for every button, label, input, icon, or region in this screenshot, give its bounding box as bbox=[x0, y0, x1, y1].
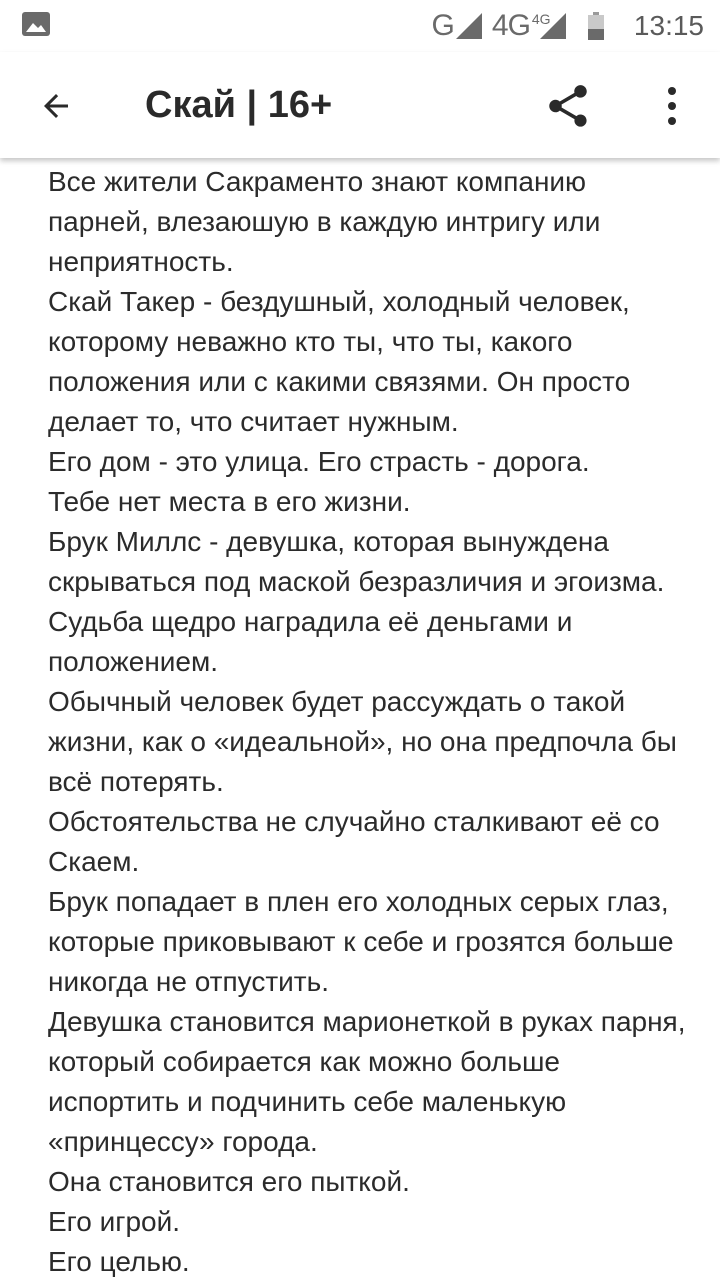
app-bar bbox=[0, 52, 720, 158]
network-4g-label: 4G bbox=[491, 9, 530, 42]
battery-icon bbox=[588, 12, 604, 40]
paragraph: Девушка становится марионеткой в руках парня, который собирается как можно больше испортить и подчинить себе маленькую «принцессу» города. bbox=[48, 1006, 686, 1157]
paragraph: Брук попадает в плен его холодных серых глаз, которые приковывают к себе и грозятся больше никогда не отпустить. bbox=[48, 886, 674, 997]
share-button[interactable] bbox=[538, 76, 598, 136]
description-text bbox=[48, 162, 688, 1280]
paragraph: Его игрой. bbox=[48, 1206, 181, 1237]
more-options-button[interactable] bbox=[650, 76, 694, 136]
page-title: Скай | 16+ bbox=[145, 84, 333, 126]
paragraph: Его дом - это улица. Его страсть - дорога. bbox=[48, 446, 590, 477]
clock: 13:15 bbox=[633, 10, 704, 41]
network-4g bbox=[491, 9, 551, 43]
paragraph: Тебе нет места в его жизни. bbox=[48, 486, 411, 517]
back-arrow-icon bbox=[38, 88, 74, 124]
paragraph: Его целью. bbox=[48, 1246, 190, 1277]
image-icon bbox=[22, 12, 50, 36]
paragraph: Все жители Сакраменто знают компанию парней, влезаюшую в каждую интригу или неприятность. bbox=[48, 166, 601, 277]
share-icon bbox=[543, 81, 593, 131]
signal-icon bbox=[456, 13, 482, 39]
network-type-label: G bbox=[431, 9, 454, 42]
paragraph: Скай Такер - бездушный, холодный человек, которому неважно кто ты, что ты, какого положения или с какими связями. Он просто делает то, что считает нужным. bbox=[48, 286, 631, 437]
status-bar bbox=[0, 0, 720, 52]
paragraph: Обычный человек будет рассуждать о такой жизни, как о «идеальной», но она предпочла бы всё потерять. bbox=[48, 686, 677, 797]
status-indicators bbox=[432, 4, 704, 48]
network-4g-superscript: 4G bbox=[531, 11, 551, 27]
paragraph: Брук Миллс - девушка, которая вынуждена скрываться под маской безразличия и эгоизма. Судьба щедро наградила её деньгами и положением. bbox=[48, 526, 665, 677]
back-button[interactable] bbox=[28, 78, 84, 134]
paragraph: Она становится его пыткой. bbox=[48, 1166, 410, 1197]
paragraph: Обстоятельства не случайно сталкивают её со Скаем. bbox=[48, 806, 660, 877]
more-vert-icon bbox=[666, 86, 678, 126]
